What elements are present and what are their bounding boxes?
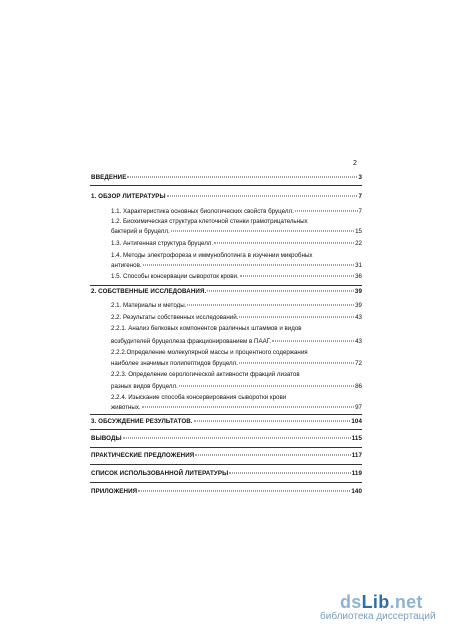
toc-entry-title-cont: возбудителей бруцеллеза фракционированием в ПААГ. — [111, 338, 272, 345]
divider — [90, 414, 362, 415]
dot-leader — [239, 363, 354, 364]
toc-entry-1-5 — [111, 273, 362, 281]
toc-entry-chapter-3 — [91, 418, 362, 426]
dot-leader — [179, 386, 354, 387]
dot-leader — [295, 211, 358, 212]
toc-entry-2-2-1-title: 2.2.1. Анализ белковых компонентов различных штаммов и видов — [111, 325, 302, 332]
toc-entry-chapter-2 — [91, 288, 362, 296]
toc-entry-practical — [91, 452, 362, 460]
toc-entry-conclusions — [91, 435, 362, 443]
toc-entry-references — [91, 470, 362, 478]
toc-entry-title: 1. ОБЗОР ЛИТЕРАТУРЫ — [91, 193, 166, 200]
toc-entry-title-cont: разных видов бруцелл. — [111, 383, 178, 390]
toc-entry-page: 39 — [355, 302, 362, 309]
toc-entry-page: 7 — [358, 193, 362, 200]
toc-entry-title: 3. ОБСУЖДЕНИЕ РЕЗУЛЬТАТОВ. — [91, 418, 193, 425]
dot-leader — [143, 265, 355, 266]
dot-leader — [138, 491, 350, 492]
logo-ds: ds — [340, 592, 362, 612]
toc-entry-intro — [91, 174, 362, 182]
toc-entry-2-2-2 — [111, 360, 362, 368]
toc-entry-page: 119 — [351, 470, 362, 477]
dot-leader — [239, 317, 354, 318]
toc-entry-2-2-3 — [111, 383, 362, 391]
toc-entry-page: 36 — [355, 273, 362, 280]
dot-leader — [229, 473, 350, 474]
watermark-tagline: библиотека диссертаций — [320, 611, 436, 622]
dot-leader — [195, 455, 350, 456]
toc-entry-title: ПРИЛОЖЕНИЯ — [91, 488, 138, 495]
dot-leader — [127, 177, 357, 178]
toc-entry-2-2-2-title: 2.2.2.Определение молекулярной массы и процентного содержания — [111, 349, 308, 356]
toc-entry-title-cont: бактерий и бруцелл. — [111, 228, 170, 235]
toc-entry-page: 43 — [355, 314, 362, 321]
dot-leader — [187, 305, 354, 306]
dot-leader — [171, 231, 354, 232]
divider — [90, 447, 362, 448]
toc-entry-1-3 — [111, 240, 362, 248]
dot-leader — [207, 291, 354, 292]
toc-entry-appendix — [91, 488, 362, 496]
toc-entry-2-2-4 — [111, 404, 362, 412]
toc-entry-page: 15 — [355, 228, 362, 235]
toc-entry-2-2-3-title: 2.2.3. Определение серологической активности фракций лизатов — [111, 371, 300, 378]
toc-entry-1-4-title: 1.4. Методы электрофореза и иммуноблотинга в изучении микробных — [111, 252, 313, 259]
page-number: 2 — [353, 160, 357, 167]
toc-entry-page: 3 — [358, 174, 362, 181]
divider — [90, 482, 362, 483]
toc-entry-page: 104 — [351, 418, 362, 425]
dot-leader — [214, 243, 354, 244]
toc-entry-1-1 — [111, 208, 362, 216]
logo-lib: Lib — [361, 592, 390, 612]
dot-leader — [167, 196, 358, 197]
toc-entry-2-2-1 — [111, 338, 362, 346]
toc-entry-title-cont: антигенов. — [111, 262, 142, 269]
dslib-watermark — [320, 592, 436, 622]
toc-entry-title: ВВЕДЕНИЕ — [91, 174, 127, 181]
toc-entry-chapter-1 — [91, 193, 362, 201]
toc-entry-page: 72 — [355, 360, 362, 367]
toc-entry-1-4 — [111, 262, 362, 270]
toc-entry-title: 1.3. Антигенная структура бруцелл. — [111, 240, 214, 247]
dot-leader — [123, 438, 351, 439]
toc-entry-title-cont: животных. — [111, 404, 141, 411]
divider — [90, 285, 362, 286]
toc-entry-title: ПРАКТИЧЕСКИЕ ПРЕДЛОЖЕНИЯ — [91, 452, 195, 459]
toc-entry-page: 22 — [355, 240, 362, 247]
toc-entry-2-1 — [111, 302, 362, 310]
divider — [90, 429, 362, 430]
toc-entry-page: 86 — [355, 383, 362, 390]
toc-entry-title: СПИСОК ИСПОЛЬЗОВАННОЙ ЛИТЕРАТУРЫ — [91, 470, 229, 477]
toc-entry-title: 1.1. Характеристика основных биологических свойств бруцелл. — [111, 208, 294, 215]
toc-entry-1-2 — [111, 228, 362, 236]
toc-entry-page: 115 — [351, 435, 362, 442]
watermark-logo — [340, 592, 436, 613]
dot-leader — [240, 276, 354, 277]
toc-entry-title: 2.2. Результаты собственных исследований. — [111, 314, 239, 321]
toc-entry-title: 1.5. Способы консервации сывороток крови. — [111, 273, 239, 280]
toc-entry-2-2 — [111, 314, 362, 322]
divider — [90, 464, 362, 465]
toc-entry-2-2-4-title: 2.2.4. Изыскание способа консервирования сыворотки крови — [111, 394, 287, 401]
toc-entry-page: 7 — [358, 208, 362, 215]
divider — [90, 185, 362, 186]
toc-entry-page: 31 — [355, 262, 362, 269]
logo-net: .net — [389, 592, 423, 612]
toc-entry-1-2-title: 1.2. Биохимическая структура клеточной стенки грамотрицательных — [111, 218, 308, 225]
toc-entry-title-cont: наиболее значимых полипептидов бруцелл. — [111, 360, 238, 367]
dot-leader — [194, 421, 351, 422]
toc-entry-page: 97 — [355, 404, 362, 411]
toc-entry-title: 2.1. Материалы и методы. — [111, 302, 187, 309]
toc-entry-page: 140 — [351, 488, 362, 495]
toc-entry-page: 39 — [354, 288, 362, 295]
dot-leader — [142, 407, 354, 408]
toc-entry-page: 117 — [351, 452, 362, 459]
dot-leader — [272, 341, 354, 342]
toc-entry-page: 43 — [355, 338, 362, 345]
toc-entry-title: ВЫВОДЫ — [91, 435, 122, 442]
toc-entry-title: 2. СОБСТВЕННЫЕ ИССЛЕДОВАНИЯ. — [91, 288, 207, 295]
